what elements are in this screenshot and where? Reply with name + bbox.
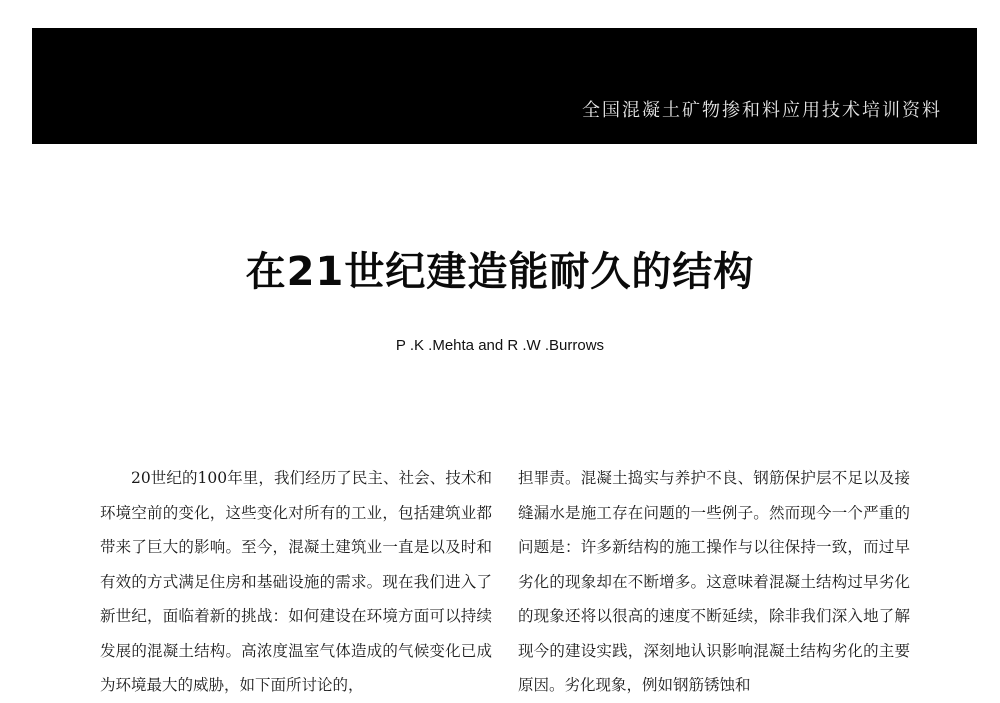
header-band [32,28,977,144]
body-column-right [518,461,910,703]
body-paragraph: 担罪责。混凝土捣实与养护不良、钢筋保护层不足以及接缝漏水是施工存在问题的一些例子。然而现今一个严重的问题是：许多新结构的施工操作与以往保持一致，而过早劣化的现象却在不断增多。这意味着混凝土结构过早劣化的现象还将以很高的速度不断延续，除非我们深入地了解现今的建设实践，深刻地认识影响混凝土结构劣化的主要原因。劣化现象，例如钢筋锈蚀和 [518,469,910,694]
body-column-left [100,461,492,703]
article-authors: P .K .Mehta and R .W .Burrows [395,337,605,354]
article-title: 在21世纪建造能耐久的结构 [245,249,755,295]
body-paragraph: 20世纪的100年里，我们经历了民主、社会、技术和环境空前的变化，这些变化对所有的工业，包括建筑业都带来了巨大的影响。至今，混凝土建筑业一直是以及时和有效的方式满足住房和基础设施的需求。现在我们进入了新世纪，面临着新的挑战：如何建设在环境方面可以持续发展的混凝土结构。高浓度温室气体造成的气候变化已成为环境最大的威胁，如下面所讨论的， [100,469,492,694]
series-title: 全国混凝土矿物掺和料应用技术培训资料 [582,100,942,121]
